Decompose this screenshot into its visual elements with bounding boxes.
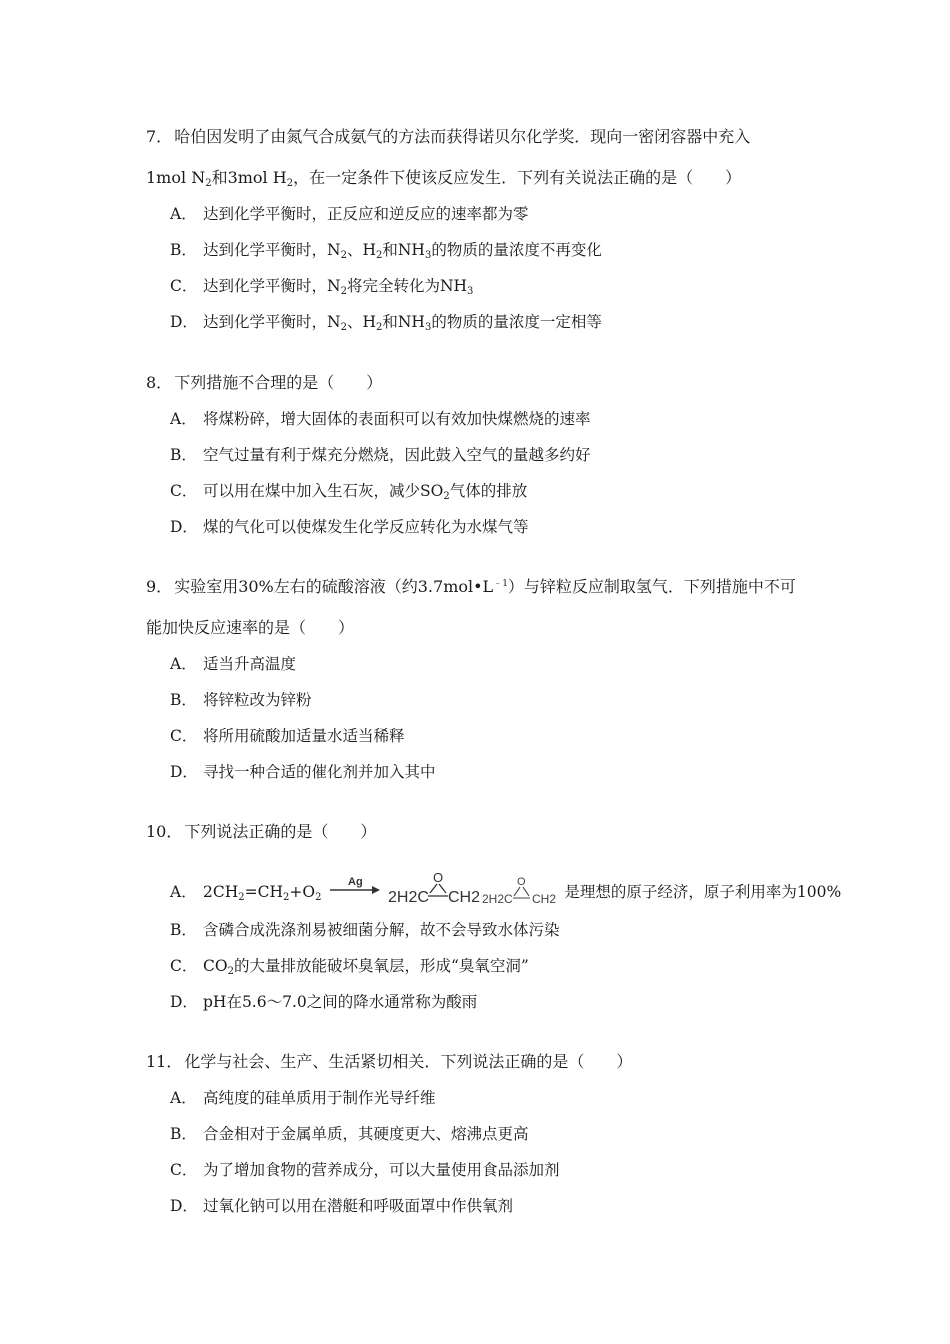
catalyst-label: Ag <box>348 876 364 888</box>
question-11-option-a[interactable]: A． 高纯度的硅单质用于制作光导纤维 <box>170 1089 436 1107</box>
reaction-scheme <box>326 873 564 913</box>
question-7-stem: 7． 哈伯因发明了由氮气合成氨气的方法而获得诺贝尔化学奖．现向一密闭容器中充入 <box>146 127 751 146</box>
question-11-option-b[interactable]: B． 合金相对于金属单质，其硬度更大、熔沸点更高 <box>170 1125 529 1143</box>
question-10-option-c[interactable]: C． $CO_2$的大量排放能破坏臭氧层，形成“臭氧空洞” <box>170 957 529 977</box>
question-11-option-c[interactable]: C． 为了增加食物的营养成分，可以大量使用食品添加剂 <box>170 1161 560 1179</box>
question-10-option-d[interactable]: D． pH在5.6～7.0之间的降水通常称为酸雨 <box>170 993 478 1011</box>
question-10-stem: 10． 下列说法正确的是（ ） <box>146 822 377 841</box>
question-9-option-b[interactable]: B． 将锌粒改为锌粉 <box>170 691 312 709</box>
question-7-stem-line2: 1mol $N_2$和3mol $H_2$，在一定条件下使该反应发生．下列有关说法正确的是（ ） <box>146 168 742 189</box>
question-9-stem: 9． 实验室用30%左右的硫酸溶液（约$3.7mol•L^{﹣1}$）与锌粒反应制取氢气．下列措施中不可 <box>146 577 796 596</box>
ring1-right-group: CH2 <box>448 889 481 906</box>
ring2-right-group: CH2 <box>532 892 557 906</box>
question-8-option-b[interactable]: B． 空气过量有利于煤充分燃烧，因此鼓入空气的量越多约好 <box>170 446 591 464</box>
ring2-oxygen: O <box>517 876 526 888</box>
question-7-option-a[interactable]: A． 达到化学平衡时，正反应和逆反应的速率都为零 <box>170 205 529 223</box>
reaction-equation-image <box>326 873 564 913</box>
reaction-arrow-head <box>372 886 380 894</box>
question-9-stem-line2: 能加快反应速率的是（ ） <box>146 618 355 637</box>
question-10-option-b[interactable]: B． 含磷合成洗涤剂易被细菌分解，故不会导致水体污染 <box>170 921 560 939</box>
ring2-left-group: 2H2C <box>482 892 514 906</box>
question-11-option-d[interactable]: D． 过氧化钠可以用在潜艇和呼吸面罩中作供氧剂 <box>170 1197 514 1215</box>
ring1-oxygen: O <box>433 873 444 885</box>
ring1-bond-left <box>430 884 437 893</box>
question-9-option-a[interactable]: A． 适当升高温度 <box>170 655 297 673</box>
question-9-option-c[interactable]: C． 将所用硫酸加适量水适当稀释 <box>170 727 405 745</box>
ring1-bond-right <box>439 884 446 893</box>
ring1-left-group: 2H2C <box>388 889 430 906</box>
question-10-option-a[interactable]: A． $2CH_2=CH_2+O_2$ Ag 2H2C O CH2 2H2C O CH2 是理想的原子经济，原子利用率为100% <box>170 872 841 912</box>
ring2-bond-left <box>514 887 520 896</box>
question-7-option-c[interactable]: C． 达到化学平衡时，$N_2$将完全转化为$NH_3$ <box>170 277 474 297</box>
question-7-option-b[interactable]: B． 达到化学平衡时，$N_2$、$H_2$和$NH_3$的物质的量浓度不再变化 <box>170 241 602 261</box>
question-11-stem: 11． 化学与社会、生产、生活紧切相关．下列说法正确的是（ ） <box>146 1052 633 1071</box>
question-8-option-c[interactable]: C． 可以用在煤中加入生石灰，减少$SO_2$气体的排放 <box>170 482 528 502</box>
question-8-option-d[interactable]: D． 煤的气化可以使煤发生化学反应转化为水煤气等 <box>170 518 529 536</box>
question-8-option-a[interactable]: A． 将煤粉碎，增大固体的表面积可以有效加快煤燃烧的速率 <box>170 410 591 428</box>
question-9-option-d[interactable]: D． 寻找一种合适的催化剂并加入其中 <box>170 763 436 781</box>
question-7-option-d[interactable]: D． 达到化学平衡时，$N_2$、$H_2$和$NH_3$的物质的量浓度一定相等 <box>170 313 602 333</box>
ring2-bond-right <box>523 887 529 896</box>
question-8-stem: 8． 下列措施不合理的是（ ） <box>146 373 383 392</box>
